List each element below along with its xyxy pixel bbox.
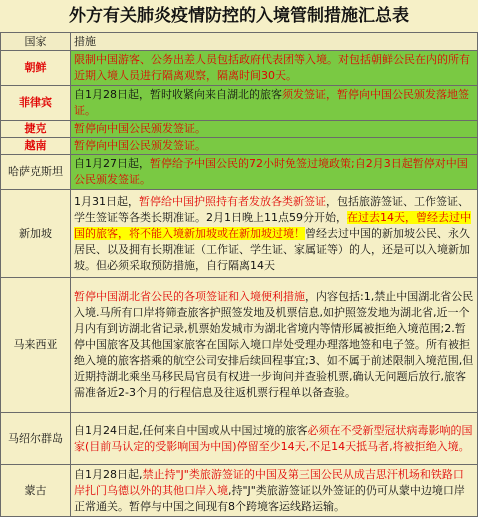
table-row-malaixiya — [1, 278, 478, 413]
measures-hasakesitan — [71, 155, 478, 190]
measures-malaixiya — [71, 278, 478, 413]
measures-yuenan — [71, 138, 478, 155]
measures-hasakesitan-part2: 暂停给予中国公民的72小时免签过境政策;自2月3日起暂停对中国公民颁发签证。 — [74, 157, 468, 186]
menggu-p2: 禁止持"J"类旅游签证的中国及第三国公民从成吉思汗机场和铁路口岸扎门乌德以外的其他口岸入境 — [74, 467, 464, 497]
country-jiepu: 捷克 — [1, 121, 71, 138]
country-maerdaifu: 马绍尔群岛 — [1, 413, 71, 465]
malaixiya-p1: 暂停中国湖北省公民的各项签证和入境便利措施 — [74, 290, 305, 303]
table-row-jiepu — [1, 121, 478, 138]
xinjiapo-p1: 1月31日起， — [74, 194, 139, 208]
country-chaoxian: 朝鲜 — [1, 51, 71, 86]
measures-maerdaifu — [71, 413, 478, 465]
measures-feilvbin — [71, 86, 478, 121]
table-row-maerdaifu — [1, 413, 478, 465]
country-xinjiapo: 新加坡 — [1, 190, 71, 278]
measures-chaoxian — [71, 51, 478, 86]
page-title: 外方有关肺炎疫情防控的入境管制措施汇总表 — [0, 0, 478, 32]
table-row-hasakesitan — [1, 155, 478, 190]
header-measures: 措施 — [71, 33, 478, 51]
measures-yuenan-text: 暂停向中国公民颁发签证。 — [74, 139, 206, 152]
country-hasakesitan: 哈萨克斯坦 — [1, 155, 71, 190]
table-row-chaoxian — [1, 51, 478, 86]
country-malaixiya: 马来西亚 — [1, 278, 71, 413]
maerdaifu-p1: 自1月24日起,任何来自中国或从中国过境的旅客 — [74, 423, 308, 437]
measures-chaoxian-text: 限制中国游客、公务出差人员包括政府代表团等入境。对包括朝鲜公民在内的所有近期入境人员进行隔离观察，隔离时间30天。 — [74, 53, 470, 82]
table-row-feilvbin — [1, 86, 478, 121]
xinjiapo-p3: ，包括旅游签证、工作签证、学生签证等各类长期准证。2月1日晚上11点59分开始， — [74, 194, 469, 224]
measures-feilvbin-part1: 自1月28日起，暂时收紧向来自湖北的旅客 — [74, 88, 282, 101]
measures-menggu — [71, 465, 478, 517]
table-row-menggu — [1, 465, 478, 517]
malaixiya-p2: ，内容包括:1,禁止中国湖北省公民入境.马所有口岸将筛查旅客护照签发地及机票信息,如护照签发地为湖北省,近一个月内有到访湖北省记录,机票始发城市为湖北省境内等情形属被拒绝入境范围;2.暂停中国旅客及其他国家旅客在国际入境口岸处受理办理落地签和电子签。所有被拒绝入境的旅客搭乘的航空公司安排后续回程事宜;3、如不属于前述限制入境范围,但近期持湖北乘坐马移民局官员有权进一步询问并查验机票,确认无问题后放行,旅客需准备近2-3个月的行程信息及往返机票行程单以备查验。 — [74, 290, 474, 399]
measures-jiepu — [71, 121, 478, 138]
maerdaifu-p2: 必须在不受新型冠状病毒影响的国家(目前马认定的受影响国为中国)停留至少14天,不足14天抵马者,将被拒绝入境。 — [74, 423, 473, 453]
country-feilvbin: 菲律宾 — [1, 86, 71, 121]
menggu-p3: ,持"J"类旅游签证以外签证的仍可从蒙中边境口岸正常通关。暂停与中国之间现有8个跨境客运线路运输。 — [74, 483, 465, 513]
measures-feilvbin-part2: 须发签证，暂停向中国公民颁发落地签证。 — [74, 88, 469, 117]
country-menggu: 蒙古 — [1, 465, 71, 517]
measures-jiepu-text: 暂停向中国公民颁发签证。 — [74, 122, 206, 135]
table-row-xinjiapo — [1, 190, 478, 278]
header-country: 国家 — [1, 33, 71, 51]
xinjiapo-p5: 曾经去过中国的新加坡公民、永久居民、以及拥有长期准证（工作证、学生证、家属证等）的人，还是可以入境新加坡。但必须采取预防措施，自行隔离14天 — [74, 226, 470, 272]
menggu-p1: 自1月28日起, — [74, 467, 143, 481]
table-header-row — [1, 33, 478, 51]
table-row-yuenan — [1, 138, 478, 155]
measures-table — [0, 32, 478, 517]
country-yuenan: 越南 — [1, 138, 71, 155]
xinjiapo-p2: 暂停给中国护照持有者发放各类新签证 — [139, 194, 326, 208]
measures-xinjiapo — [71, 190, 478, 278]
measures-hasakesitan-part1: 自1月27日起， — [74, 157, 150, 170]
xinjiapo-p4: 在过去14天，曾经去过中国的旅客，将不能入境新加坡或在新加坡过境！ — [74, 210, 471, 240]
